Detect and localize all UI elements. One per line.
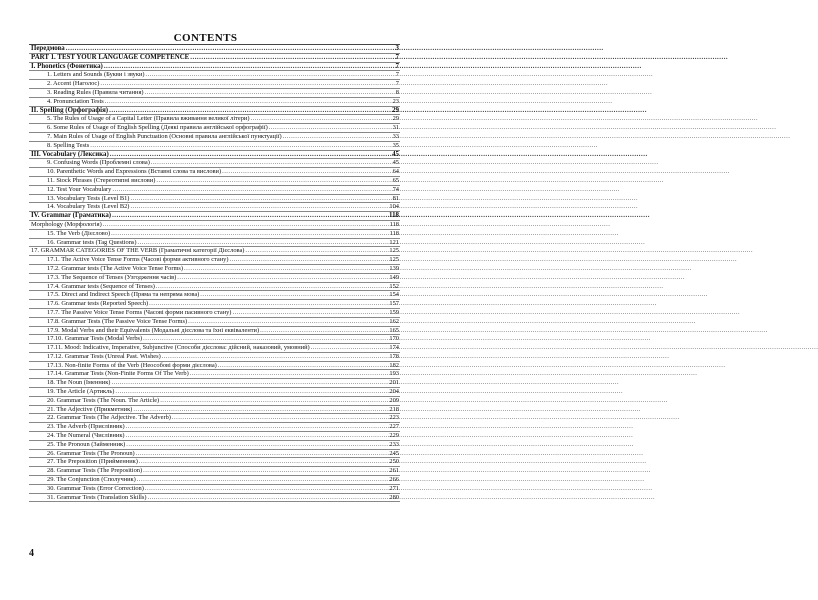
toc-dot-leader bbox=[232, 309, 388, 317]
toc-entry-page: 65 bbox=[392, 176, 399, 184]
toc-entry bbox=[29, 212, 400, 221]
toc-entry-title: IV. Grammar (Граматика) bbox=[31, 212, 112, 220]
toc-entry bbox=[29, 80, 400, 89]
toc-dot-leader bbox=[111, 379, 388, 387]
toc-entry bbox=[29, 467, 400, 476]
toc-entry bbox=[29, 274, 400, 283]
toc-entry bbox=[29, 309, 400, 318]
toc-entry bbox=[29, 54, 400, 63]
toc-entry-page: 152 bbox=[389, 282, 399, 290]
toc-dot-leader bbox=[143, 467, 388, 475]
toc-entry bbox=[29, 115, 400, 124]
toc-entry bbox=[29, 265, 400, 274]
toc-dot-leader bbox=[145, 89, 395, 97]
toc-dot-leader bbox=[103, 221, 389, 229]
toc-dot-leader bbox=[145, 485, 389, 493]
toc-dot-leader bbox=[110, 151, 391, 159]
toc-entry-title: 23. The Adverb (Прислівник) bbox=[47, 423, 125, 431]
toc-entry-title: 16. Grammar tests (Tag Questions) bbox=[47, 238, 137, 246]
toc-dot-leader bbox=[105, 98, 392, 106]
toc-entry bbox=[29, 168, 400, 177]
toc-entry-page: 139 bbox=[389, 264, 399, 272]
toc-dot-leader bbox=[250, 115, 391, 123]
toc-entry bbox=[29, 414, 400, 423]
toc-entry-page: 149 bbox=[389, 273, 399, 281]
toc-entry bbox=[29, 476, 400, 485]
toc-entry-page: 118 bbox=[389, 212, 399, 220]
toc-entry-page: 45 bbox=[392, 150, 399, 158]
toc-entry-page: 157 bbox=[389, 300, 399, 308]
toc-entry-page: 245 bbox=[389, 449, 399, 457]
toc-entry-page: 174 bbox=[389, 344, 399, 352]
toc-entry-title: 28. Grammar Tests (The Preposition) bbox=[47, 467, 143, 475]
toc-entry-title: 19. The Article (Артикль) bbox=[47, 388, 115, 396]
toc-entry-title: 20. Grammar Tests (The Noun. The Article) bbox=[47, 396, 160, 404]
toc-dot-leader bbox=[184, 265, 388, 273]
toc-entry-title: 27. The Preposition (Прийменник) bbox=[47, 458, 138, 466]
toc-entry bbox=[29, 300, 400, 309]
toc-entry bbox=[29, 397, 400, 406]
toc-dot-leader bbox=[283, 133, 392, 141]
toc-entry bbox=[29, 494, 400, 503]
toc-dot-leader bbox=[148, 494, 389, 502]
toc-entry-page: 121 bbox=[389, 238, 399, 246]
toc-entry-title: 3. Reading Rules (Правила читання) bbox=[47, 88, 144, 96]
toc-entry-page: 193 bbox=[389, 370, 399, 378]
toc-entry-page: 64 bbox=[392, 168, 399, 176]
toc-entry-title: Morphology (Морфологія) bbox=[31, 220, 102, 228]
toc-entry bbox=[29, 327, 400, 336]
toc-entry-title: 13. Vocabulary Tests (Level B1) bbox=[47, 194, 130, 202]
toc-entry-page: 8 bbox=[395, 88, 399, 96]
toc-entry bbox=[29, 344, 400, 353]
toc-entry-page: 7 bbox=[395, 62, 399, 70]
toc-entry-page: 29 bbox=[392, 106, 399, 114]
toc-entry-title: 8. Spelling Tests bbox=[47, 141, 90, 149]
toc-entry-title: Передмова bbox=[31, 45, 65, 52]
toc-entry-title: III. Vocabulary (Лексика) bbox=[31, 150, 109, 158]
toc-entry bbox=[29, 203, 400, 212]
toc-entry-title: 1. Letters and Sounds (Букви і звуки) bbox=[47, 71, 145, 79]
toc-entry-title: 30. Grammar Tests (Error Correction) bbox=[47, 484, 144, 492]
toc-dot-leader bbox=[90, 142, 391, 150]
toc-dot-leader bbox=[66, 45, 395, 53]
toc-entry bbox=[29, 353, 400, 362]
toc-dot-leader bbox=[190, 54, 394, 62]
toc-dot-leader bbox=[218, 362, 389, 370]
toc-dot-leader bbox=[137, 476, 389, 484]
table-of-contents bbox=[29, 44, 400, 502]
toc-entry bbox=[29, 247, 400, 256]
toc-entry-title: 29. The Conjunction (Сполучник) bbox=[47, 476, 136, 484]
toc-entry-page: 250 bbox=[389, 458, 399, 466]
toc-entry bbox=[29, 388, 400, 397]
toc-entry-title: 17.8. Grammar Tests (The Passive Voice Tense Forms) bbox=[47, 317, 188, 325]
toc-entry-title: 4. Pronunciation Tests bbox=[47, 97, 104, 105]
toc-entry-title: 15. The Verb (Дієслово) bbox=[47, 229, 111, 237]
toc-entry-page: 35 bbox=[392, 141, 399, 149]
toc-dot-leader bbox=[245, 247, 388, 255]
toc-entry-title: 2. Accent (Наголос) bbox=[47, 80, 100, 88]
toc-entry-title: 17.4. Grammar tests (Sequence of Tenses) bbox=[47, 282, 155, 290]
toc-entry bbox=[29, 335, 400, 344]
toc-entry-title: 7. Main Rules of Usage of English Punctuation (Основні правила англійської пунктуації) bbox=[47, 132, 282, 140]
toc-entry-title: 17.1. The Active Voice Tense Forms (Часові форми активного стану) bbox=[47, 256, 229, 264]
toc-entry-page: 118 bbox=[389, 229, 399, 237]
toc-entry-page: 3 bbox=[395, 45, 399, 52]
toc-entry bbox=[29, 230, 400, 239]
toc-entry bbox=[29, 159, 400, 168]
toc-dot-leader bbox=[133, 406, 388, 414]
toc-entry-page: 33 bbox=[392, 132, 399, 140]
toc-entry bbox=[29, 221, 400, 230]
toc-entry-page: 229 bbox=[389, 432, 399, 440]
toc-entry-page: 74 bbox=[392, 185, 399, 193]
toc-entry-page: 118 bbox=[389, 220, 399, 228]
toc-entry-title: 17.2. Grammar tests (The Active Voice Tense Forms) bbox=[47, 264, 184, 272]
toc-dot-leader bbox=[112, 186, 391, 194]
toc-dot-leader bbox=[126, 423, 389, 431]
toc-entry-page: 31 bbox=[392, 124, 399, 132]
toc-dot-leader bbox=[172, 414, 389, 422]
toc-entry-page: 209 bbox=[389, 396, 399, 404]
toc-dot-leader bbox=[100, 80, 394, 88]
toc-entry bbox=[29, 124, 400, 133]
toc-dot-leader bbox=[260, 327, 388, 335]
toc-entry bbox=[29, 291, 400, 300]
toc-entry-title: 17.12. Grammar Tests (Unreal Past. Wishes) bbox=[47, 352, 161, 360]
toc-entry bbox=[29, 379, 400, 388]
toc-entry-page: 7 bbox=[395, 71, 399, 79]
toc-entry-page: 218 bbox=[389, 405, 399, 413]
toc-entry-title: 17.5. Direct and Indirect Speech (Пряма та непряма мова) bbox=[47, 291, 200, 299]
toc-entry bbox=[29, 450, 400, 459]
toc-dot-leader bbox=[126, 441, 388, 449]
toc-entry-page: 280 bbox=[389, 493, 399, 501]
toc-dot-leader bbox=[130, 203, 388, 211]
toc-dot-leader bbox=[112, 212, 388, 220]
toc-entry bbox=[29, 485, 400, 494]
toc-entry-page: 266 bbox=[389, 476, 399, 484]
toc-dot-leader bbox=[177, 274, 388, 282]
toc-entry-page: 125 bbox=[389, 247, 399, 255]
toc-entry-title: 24. The Numeral (Числівник) bbox=[47, 432, 125, 440]
toc-entry bbox=[29, 406, 400, 415]
toc-entry-page: 261 bbox=[389, 467, 399, 475]
toc-entry-title: 6. Some Rules of Usage of English Spelling (Деякі правила англійської орфографії) bbox=[47, 124, 268, 132]
toc-dot-leader bbox=[126, 432, 389, 440]
toc-entry-page: 201 bbox=[389, 379, 399, 387]
toc-entry-page: 104 bbox=[389, 203, 399, 211]
toc-dot-leader bbox=[143, 335, 388, 343]
page-number: 4 bbox=[29, 548, 34, 559]
toc-entry bbox=[29, 362, 400, 371]
toc-entry bbox=[29, 45, 400, 54]
toc-entry-page: 7 bbox=[395, 80, 399, 88]
toc-dot-leader bbox=[230, 256, 389, 264]
toc-entry bbox=[29, 151, 400, 160]
toc-entry-page: 223 bbox=[389, 414, 399, 422]
toc-dot-leader bbox=[162, 353, 389, 361]
toc-dot-leader bbox=[104, 63, 395, 71]
toc-entry-title: 12. Test Your Vocabulary bbox=[47, 185, 112, 193]
toc-dot-leader bbox=[222, 168, 392, 176]
toc-entry-title: 9. Confusing Words (Проблемні слова) bbox=[47, 159, 150, 167]
toc-entry-title: II. Spelling (Орфографія) bbox=[31, 106, 109, 114]
toc-entry bbox=[29, 177, 400, 186]
toc-entry-title: 17.3. The Sequence of Tenses (Узгодження часів) bbox=[47, 273, 177, 281]
toc-entry-page: 29 bbox=[392, 115, 399, 123]
toc-entry-page: 227 bbox=[389, 423, 399, 431]
toc-entry-title: 26. Grammar Tests (The Pronoun) bbox=[47, 449, 135, 457]
toc-entry bbox=[29, 63, 400, 72]
toc-entry bbox=[29, 142, 400, 151]
toc-entry-title: PART 1. TEST YOUR LANGUAGE COMPETENCE bbox=[31, 53, 190, 61]
toc-entry bbox=[29, 370, 400, 379]
toc-entry bbox=[29, 318, 400, 327]
toc-entry-page: 125 bbox=[389, 256, 399, 264]
toc-entry bbox=[29, 195, 400, 204]
toc-entry-page: 23 bbox=[392, 97, 399, 105]
toc-entry bbox=[29, 107, 400, 116]
toc-entry-title: 17. GRAMMAR CATEGORIES OF THE VERB (Граматичні категорії Дієслова) bbox=[31, 247, 245, 255]
page-title: CONTENTS bbox=[173, 32, 238, 44]
toc-entry-page: 159 bbox=[389, 308, 399, 316]
toc-dot-leader bbox=[111, 230, 389, 238]
toc-entry-title: 11. Stock Phrases (Стереотипні вислови) bbox=[47, 176, 156, 184]
toc-dot-leader bbox=[156, 283, 389, 291]
toc-entry bbox=[29, 186, 400, 195]
toc-dot-leader bbox=[311, 344, 389, 352]
toc-entry-title: 17.11. Mood: Indicative, Imperative, Subjunctive (Способи дієслова: дійсний, наказовий, умовний) bbox=[47, 344, 310, 352]
toc-entry-title: 17.14. Grammar Tests (Non-Finite Forms Of The Verb) bbox=[47, 370, 189, 378]
toc-dot-leader bbox=[136, 450, 389, 458]
toc-dot-leader bbox=[156, 177, 391, 185]
toc-dot-leader bbox=[115, 388, 388, 396]
toc-entry-page: 204 bbox=[389, 388, 399, 396]
toc-entry-title: 18. The Noun (Іменник) bbox=[47, 379, 111, 387]
toc-entry-page: 233 bbox=[389, 440, 399, 448]
toc-entry-page: 271 bbox=[389, 484, 399, 492]
toc-entry bbox=[29, 133, 400, 142]
toc-entry-title: 21. The Adjective (Прикметник) bbox=[47, 405, 133, 413]
toc-entry-title: 22. Grammar Tests (The Adjective. The Adverb) bbox=[47, 414, 171, 422]
toc-entry-title: 14. Vocabulary Tests (Level B2) bbox=[47, 203, 130, 211]
toc-entry-title: 17.7. The Passive Voice Tense Forms (Часові форми пасивного стану) bbox=[47, 308, 232, 316]
toc-dot-leader bbox=[130, 195, 391, 203]
toc-entry bbox=[29, 441, 400, 450]
toc-entry bbox=[29, 283, 400, 292]
toc-entry bbox=[29, 239, 400, 248]
toc-dot-leader bbox=[138, 239, 389, 247]
toc-entry-title: 17.13. Non-finite Forms of the Verb (Неособові форми дієслова) bbox=[47, 361, 217, 369]
toc-entry bbox=[29, 89, 400, 98]
toc-entry-title: I. Phonetics (Фонетика) bbox=[31, 62, 103, 70]
toc-entry-page: 81 bbox=[392, 194, 399, 202]
toc-dot-leader bbox=[188, 318, 388, 326]
toc-dot-leader bbox=[200, 291, 388, 299]
toc-entry-title: 17.10. Grammar Tests (Modal Verbs) bbox=[47, 335, 143, 343]
toc-entry-title: 31. Grammar Tests (Translation Skills) bbox=[47, 493, 147, 501]
toc-dot-leader bbox=[190, 370, 389, 378]
toc-entry-page: 154 bbox=[389, 291, 399, 299]
toc-entry-page: 170 bbox=[389, 335, 399, 343]
toc-dot-leader bbox=[139, 458, 389, 466]
toc-dot-leader bbox=[109, 107, 391, 115]
toc-entry-page: 182 bbox=[389, 361, 399, 369]
toc-entry bbox=[29, 71, 400, 80]
toc-entry-page: 162 bbox=[389, 317, 399, 325]
toc-entry bbox=[29, 432, 400, 441]
toc-dot-leader bbox=[269, 124, 392, 132]
toc-entry bbox=[29, 98, 400, 107]
toc-entry-page: 165 bbox=[389, 326, 399, 334]
toc-entry-page: 7 bbox=[395, 53, 399, 61]
toc-entry-page: 178 bbox=[389, 352, 399, 360]
toc-dot-leader bbox=[149, 300, 388, 308]
toc-entry-title: 25. The Pronoun (Займенник) bbox=[47, 440, 126, 448]
toc-entry-page: 45 bbox=[392, 159, 399, 167]
toc-dot-leader bbox=[146, 71, 395, 79]
toc-entry bbox=[29, 423, 400, 432]
toc-dot-leader bbox=[160, 397, 388, 405]
toc-entry-title: 17.6. Grammar tests (Reported Speech) bbox=[47, 300, 149, 308]
toc-entry-title: 10. Parenthetic Words and Expressions (Вставні слова та вислови) bbox=[47, 168, 222, 176]
toc-entry bbox=[29, 458, 400, 467]
toc-entry-title: 5. The Rules of Usage of a Capital Letter (Правила вживання великої літери) bbox=[47, 115, 250, 123]
toc-entry bbox=[29, 256, 400, 265]
toc-entry-title: 17.9. Modal Verbs and their Equivalents (Модальні дієслова та їхні еквіваленти) bbox=[47, 326, 260, 334]
toc-dot-leader bbox=[151, 159, 392, 167]
